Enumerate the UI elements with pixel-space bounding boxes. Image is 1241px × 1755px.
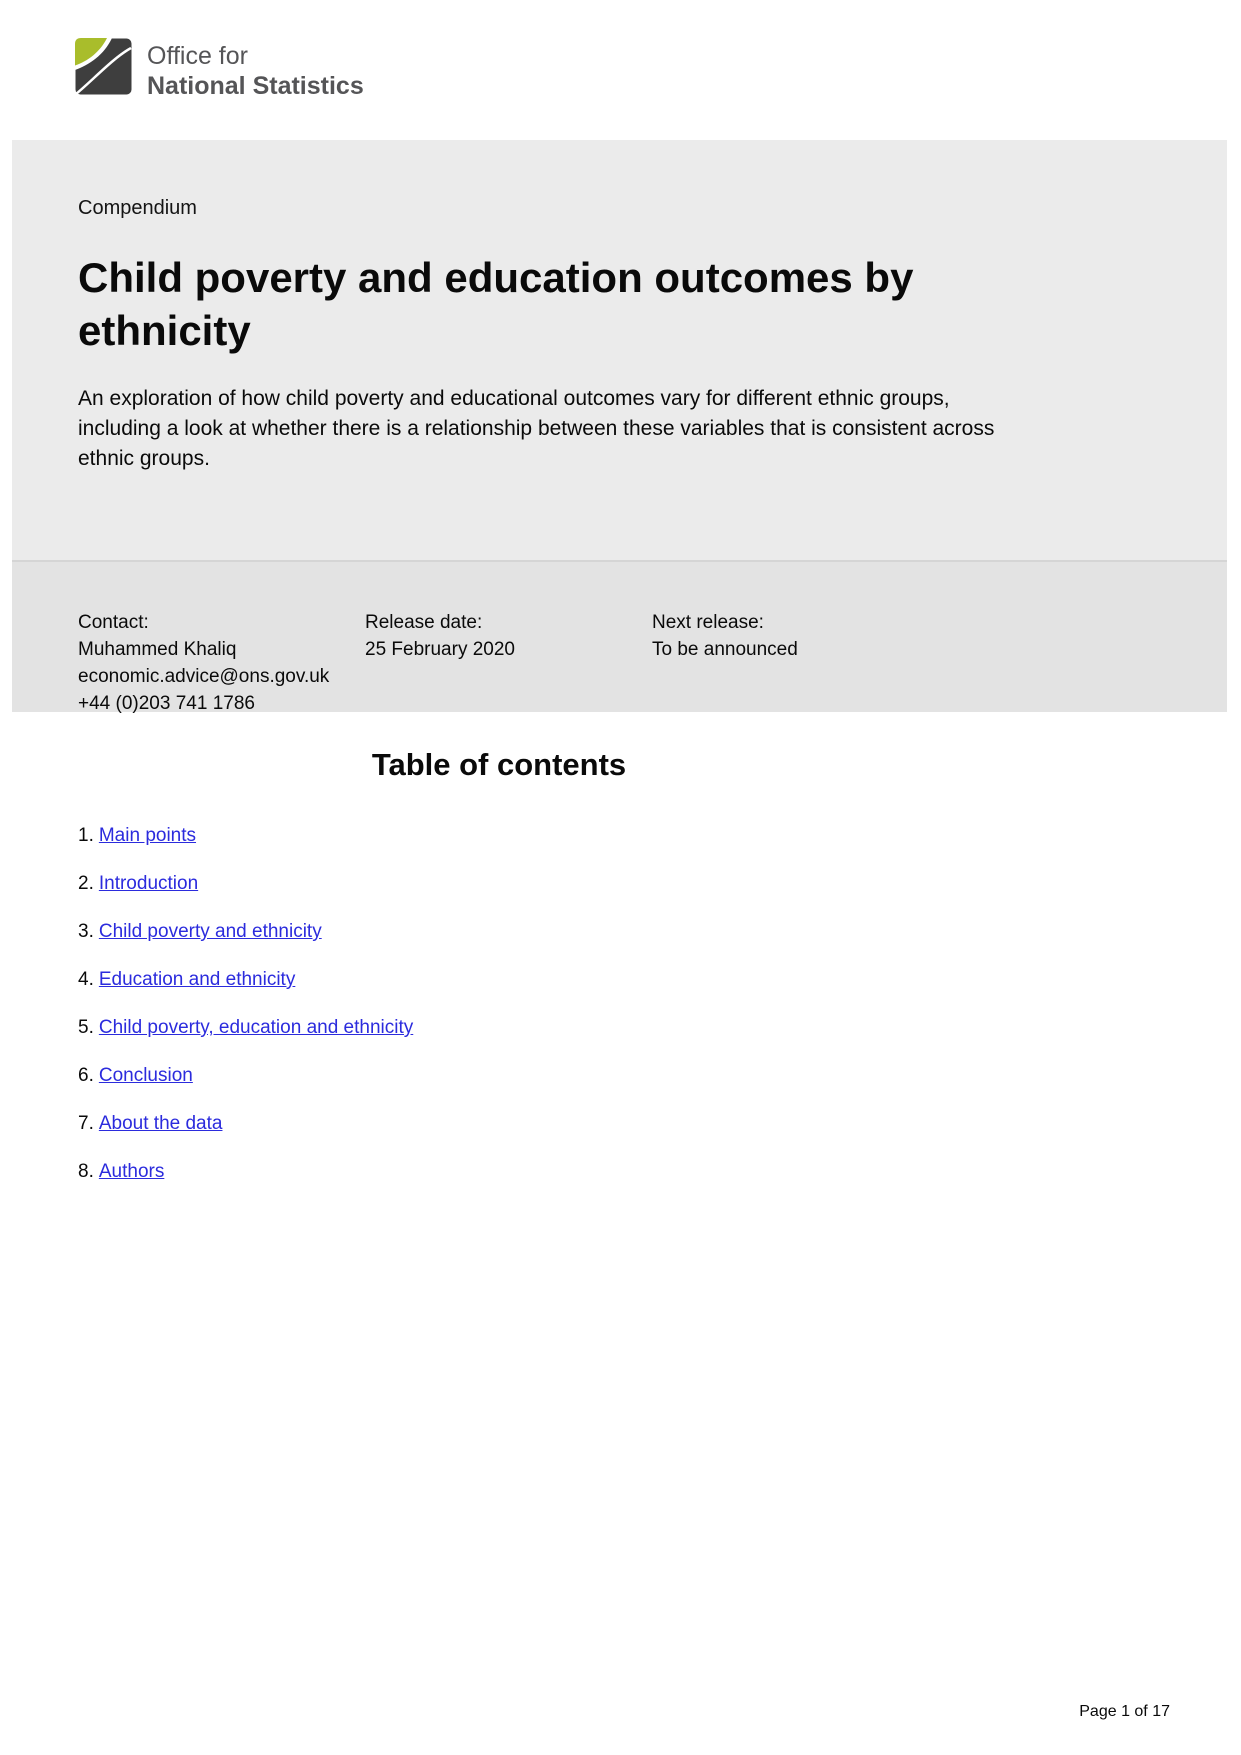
contact-name: Muhammed Khaliq [78,639,237,660]
logo-org-line2: National Statistics [147,72,364,100]
next-release-label: Next release: [652,612,764,633]
toc-item-number: 2. [78,873,94,894]
toc-item [78,1158,413,1185]
toc-item [78,966,413,993]
toc-item-number: 1. [78,825,94,846]
toc-item [78,870,413,897]
toc-item [78,1110,413,1137]
toc-link-education-and-ethnicity[interactable]: Education and ethnicity [98,969,296,990]
next-release-value: To be announced [652,639,798,660]
contact-phone: +44 (0)203 741 1786 [78,693,255,714]
toc-item [78,1014,413,1041]
toc-link-child-poverty-education-and-ethnicity[interactable]: Child poverty, education and ethnicity [98,1017,414,1038]
title-band [12,140,1227,560]
toc-item-number: 3. [78,921,94,942]
toc-link-conclusion[interactable]: Conclusion [98,1065,193,1086]
page-title: Child poverty and education outcomes by ethnicity [78,254,914,354]
logo-org-line1: Office for [147,42,248,70]
contact-email: economic.advice@ons.gov.uk [78,666,330,687]
contact-block [78,609,365,717]
toc-item-number: 7. [78,1113,94,1134]
toc-link-about-the-data[interactable]: About the data [98,1113,223,1134]
toc-link-authors[interactable]: Authors [98,1161,165,1182]
ons-logo [75,38,364,101]
toc-item-number: 4. [78,969,94,990]
next-release-block [652,609,798,717]
contact-label: Contact: [78,612,149,633]
toc-item [78,1062,413,1089]
ons-logo-icon [75,38,132,100]
toc-link-main-points[interactable]: Main points [98,825,197,846]
document-summary: An exploration of how child poverty and educational outcomes vary for different ethnic groups, including a look at whether there is a relationship between these variables that is consistent across ethnic groups. [78,387,995,470]
toc-link-introduction[interactable]: Introduction [98,873,199,894]
toc-item [78,822,413,849]
toc-link-child-poverty-and-ethnicity[interactable]: Child poverty and ethnicity [98,921,322,942]
toc-heading: Table of contents [371,747,627,782]
toc-item-number: 5. [78,1017,94,1038]
page-number: Page 1 of 17 [1079,1703,1170,1720]
release-date-value: 25 February 2020 [365,639,515,660]
release-meta-band [12,560,1227,712]
release-date-block [365,609,652,717]
toc-item-number: 8. [78,1161,94,1182]
toc-item [78,918,413,945]
table-of-contents [78,822,413,1206]
document-type-label: Compendium [78,197,197,219]
toc-item-number: 6. [78,1065,94,1086]
release-date-label: Release date: [365,612,483,633]
